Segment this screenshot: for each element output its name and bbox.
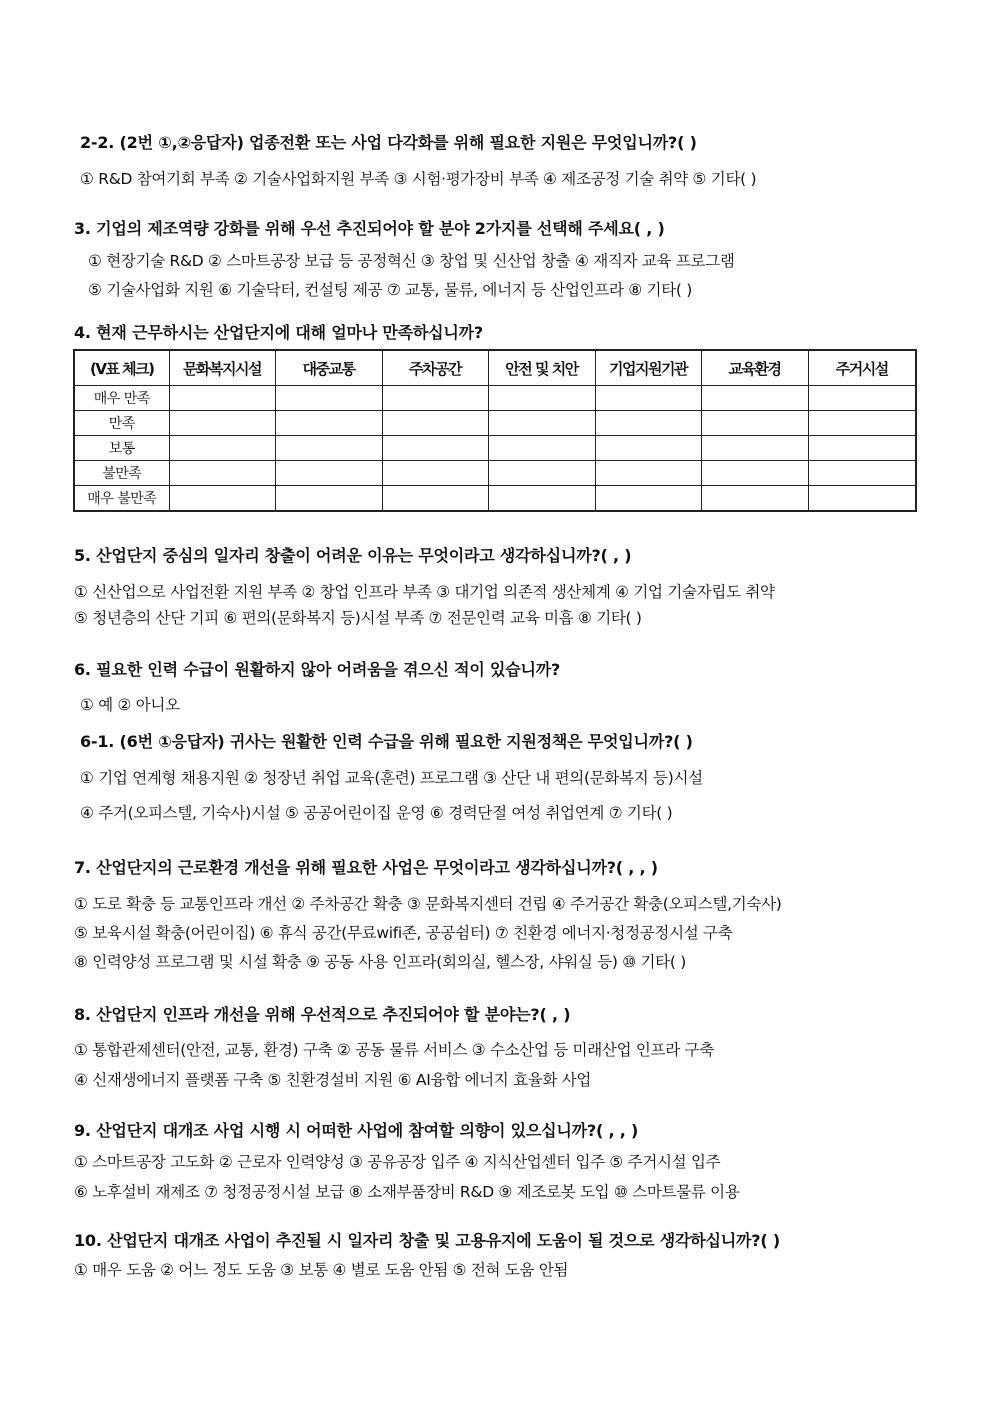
question-9-options-line-2: ⑥ 노후설비 재제조 ⑦ 청정공정시설 보급 ⑧ 소재부품장비 R&D ⑨ 제조로봇 도입 ⑩ 스마트물류 이용: [74, 1183, 740, 1201]
check-cell[interactable]: [382, 486, 488, 512]
question-3: 3. 기업의 제조역량 강화를 위해 우선 추진되어야 할 분야 2가지를 선택해 주세요( , ): [74, 219, 665, 238]
check-cell[interactable]: [275, 486, 382, 512]
column-header: 안전 및 치안: [488, 350, 595, 386]
check-cell[interactable]: [701, 386, 808, 411]
check-cell[interactable]: [275, 461, 382, 486]
check-cell[interactable]: [701, 461, 808, 486]
check-cell[interactable]: [382, 386, 488, 411]
row-label: 매우 만족: [74, 386, 169, 411]
check-cell[interactable]: [382, 411, 488, 436]
table-row: [74, 386, 916, 411]
question-2-2-options: ① R&D 참여기회 부족 ② 기술사업화지원 부족 ③ 시험·평가장비 부족 ④ 제조공정 기술 취약 ⑤ 기타( ): [80, 170, 757, 188]
check-cell[interactable]: [595, 486, 701, 512]
check-cell[interactable]: [701, 486, 808, 512]
check-cell[interactable]: [488, 436, 595, 461]
table-header-row: [74, 350, 916, 386]
check-cell[interactable]: [275, 386, 382, 411]
table-row: [74, 411, 916, 436]
table-row: [74, 461, 916, 486]
check-cell[interactable]: [488, 411, 595, 436]
question-7: 7. 산업단지의 근로환경 개선을 위해 필요한 사업은 무엇이라고 생각하십니까?( , , ): [74, 858, 658, 877]
check-cell[interactable]: [275, 411, 382, 436]
column-header: 교육환경: [701, 350, 808, 386]
question-8: 8. 산업단지 인프라 개선을 위해 우선적으로 추진되어야 할 분야는?( , ): [74, 1005, 571, 1024]
check-cell[interactable]: [488, 461, 595, 486]
question-6-1-options-line-1: ① 기업 연계형 채용지원 ② 청장년 취업 교육(훈련) 프로그램 ③ 산단 내 편의(문화복지 등)시설: [80, 769, 703, 787]
check-cell[interactable]: [382, 461, 488, 486]
question-3-options-line-2: ⑤ 기술사업화 지원 ⑥ 기술닥터, 컨설팅 제공 ⑦ 교통, 물류, 에너지 등 산업인프라 ⑧ 기타( ): [88, 281, 693, 299]
question-9-options-line-1: ① 스마트공장 고도화 ② 근로자 인력양성 ③ 공유공장 입주 ④ 지식산업센터 입주 ⑤ 주거시설 입주: [74, 1153, 721, 1171]
check-cell[interactable]: [169, 436, 275, 461]
check-cell[interactable]: [169, 411, 275, 436]
check-cell[interactable]: [169, 461, 275, 486]
question-8-options-line-1: ① 통합관제센터(안전, 교통, 환경) 구축 ② 공동 물류 서비스 ③ 수소산업 등 미래산업 인프라 구축: [74, 1041, 714, 1059]
question-6-options: ① 예 ② 아니오: [80, 696, 180, 714]
check-cell[interactable]: [808, 436, 916, 461]
column-header: 대중교통: [275, 350, 382, 386]
row-label: 매우 불만족: [74, 486, 169, 512]
question-2-2: 2-2. (2번 ①,②응답자) 업종전환 또는 사업 다각화를 위해 필요한 지원은 무엇입니까?( ): [80, 133, 697, 152]
table-corner-label: (V표 체크): [74, 350, 169, 386]
question-3-options-line-1: ① 현장기술 R&D ② 스마트공장 보급 등 공정혁신 ③ 창업 및 신산업 창출 ④ 재직자 교육 프로그램: [88, 252, 735, 270]
question-5-options-line-1: ① 신산업으로 사업전환 지원 부족 ② 창업 인프라 부족 ③ 대기업 의존적 생산체계 ④ 기업 기술자립도 취약: [74, 583, 775, 601]
table-row: [74, 486, 916, 512]
question-6-1-options-line-2: ④ 주거(오피스텔, 기숙사)시설 ⑤ 공공어린이집 운영 ⑥ 경력단절 여성 취업연계 ⑦ 기타( ): [80, 804, 673, 822]
question-8-options-line-2: ④ 신재생에너지 플랫폼 구축 ⑤ 친환경설비 지원 ⑥ AI융합 에너지 효율화 사업: [74, 1071, 592, 1089]
check-cell[interactable]: [808, 386, 916, 411]
row-label: 보통: [74, 436, 169, 461]
check-cell[interactable]: [382, 436, 488, 461]
question-4: 4. 현재 근무하시는 산업단지에 대해 얼마나 만족하십니까?: [74, 323, 484, 342]
check-cell[interactable]: [169, 486, 275, 512]
question-10: 10. 산업단지 대개조 사업이 추진될 시 일자리 창출 및 고용유지에 도움이 될 것으로 생각하십니까?( ): [74, 1231, 780, 1250]
column-header: 주차공간: [382, 350, 488, 386]
row-label: 만족: [74, 411, 169, 436]
question-6: 6. 필요한 인력 수급이 원활하지 않아 어려움을 겪으신 적이 있습니까?: [74, 660, 561, 679]
question-5: 5. 산업단지 중심의 일자리 창출이 어려운 이유는 무엇이라고 생각하십니까?( , ): [74, 546, 632, 565]
check-cell[interactable]: [488, 486, 595, 512]
check-cell[interactable]: [808, 411, 916, 436]
column-header: 문화복지시설: [169, 350, 275, 386]
question-10-options: ① 매우 도움 ② 어느 정도 도움 ③ 보통 ④ 별로 도움 안됨 ⑤ 전혀 도움 안됨: [74, 1261, 569, 1279]
check-cell[interactable]: [595, 461, 701, 486]
question-9: 9. 산업단지 대개조 사업 시행 시 어떠한 사업에 참여할 의향이 있으십니까?( , , ): [74, 1121, 639, 1140]
question-7-options-line-2: ⑤ 보육시설 확충(어린이집) ⑥ 휴식 공간(무료wifi존, 공공쉼터) ⑦ 친환경 에너지·청정공정시설 구축: [74, 924, 733, 942]
check-cell[interactable]: [595, 436, 701, 461]
question-7-options-line-1: ① 도로 확충 등 교통인프라 개선 ② 주차공간 확충 ③ 문화복지센터 건립 ④ 주거공간 확충(오피스텔,기숙사): [74, 895, 782, 913]
question-7-options-line-3: ⑧ 인력양성 프로그램 및 시설 확충 ⑨ 공동 사용 인프라(회의실, 헬스장, 샤워실 등) ⑩ 기타( ): [74, 953, 686, 971]
check-cell[interactable]: [169, 386, 275, 411]
question-5-options-line-2: ⑤ 청년층의 산단 기피 ⑥ 편의(문화복지 등)시설 부족 ⑦ 전문인력 교육 미흡 ⑧ 기타( ): [74, 609, 642, 627]
check-cell[interactable]: [701, 411, 808, 436]
check-cell[interactable]: [808, 461, 916, 486]
check-cell[interactable]: [595, 386, 701, 411]
question-6-1: 6-1. (6번 ①응답자) 귀사는 원활한 인력 수급을 위해 필요한 지원정책은 무엇입니까?( ): [80, 732, 693, 751]
column-header: 기업지원기관: [595, 350, 701, 386]
check-cell[interactable]: [595, 411, 701, 436]
row-label: 불만족: [74, 461, 169, 486]
check-cell[interactable]: [275, 436, 382, 461]
check-cell[interactable]: [808, 486, 916, 512]
satisfaction-table: [73, 349, 917, 512]
check-cell[interactable]: [488, 386, 595, 411]
column-header: 주거시설: [808, 350, 916, 386]
table-row: [74, 436, 916, 461]
check-cell[interactable]: [701, 436, 808, 461]
